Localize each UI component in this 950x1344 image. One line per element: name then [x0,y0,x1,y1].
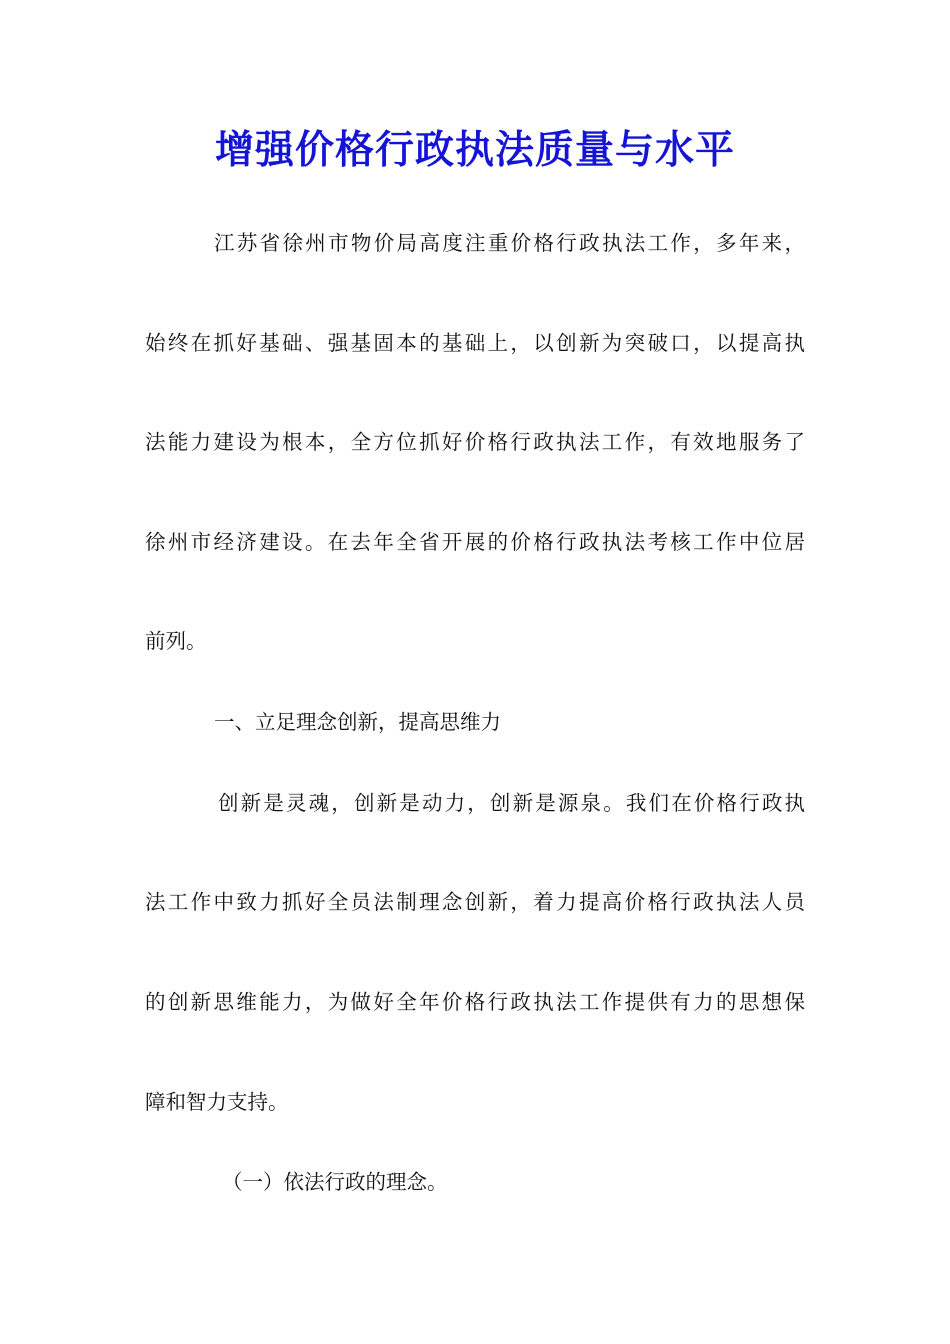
paragraph-line: 始终在抓好基础、强基固本的基础上，以创新为突破口，以提高执 [145,331,805,355]
paragraph-line: 法工作中致力抓好全员法制理念创新，着力提高价格行政执法人员 [145,890,805,914]
section-heading: 一、立足理念创新，提高思维力 [214,710,501,734]
paragraph-line: 前列。 [145,629,207,653]
paragraph-line: 的创新思维能力，为做好全年价格行政执法工作提供有力的思想保 [145,990,805,1014]
subsection-heading: （一）依法行政的理念。 [222,1170,448,1194]
paragraph-line: 法能力建设为根本，全方位抓好价格行政执法工作，有效地服务了 [145,430,805,454]
document-title: 增强价格行政执法质量与水平 [214,127,735,173]
paragraph-line: 创新是灵魂，创新是动力，创新是源泉。我们在价格行政执 [218,791,805,815]
paragraph-line: 徐州市经济建设。在去年全省开展的价格行政执法考核工作中位居 [145,530,805,554]
paragraph-line: 障和智力支持。 [145,1090,289,1114]
paragraph-line: 江苏省徐州市物价局高度注重价格行政执法工作，多年来， [214,231,805,255]
